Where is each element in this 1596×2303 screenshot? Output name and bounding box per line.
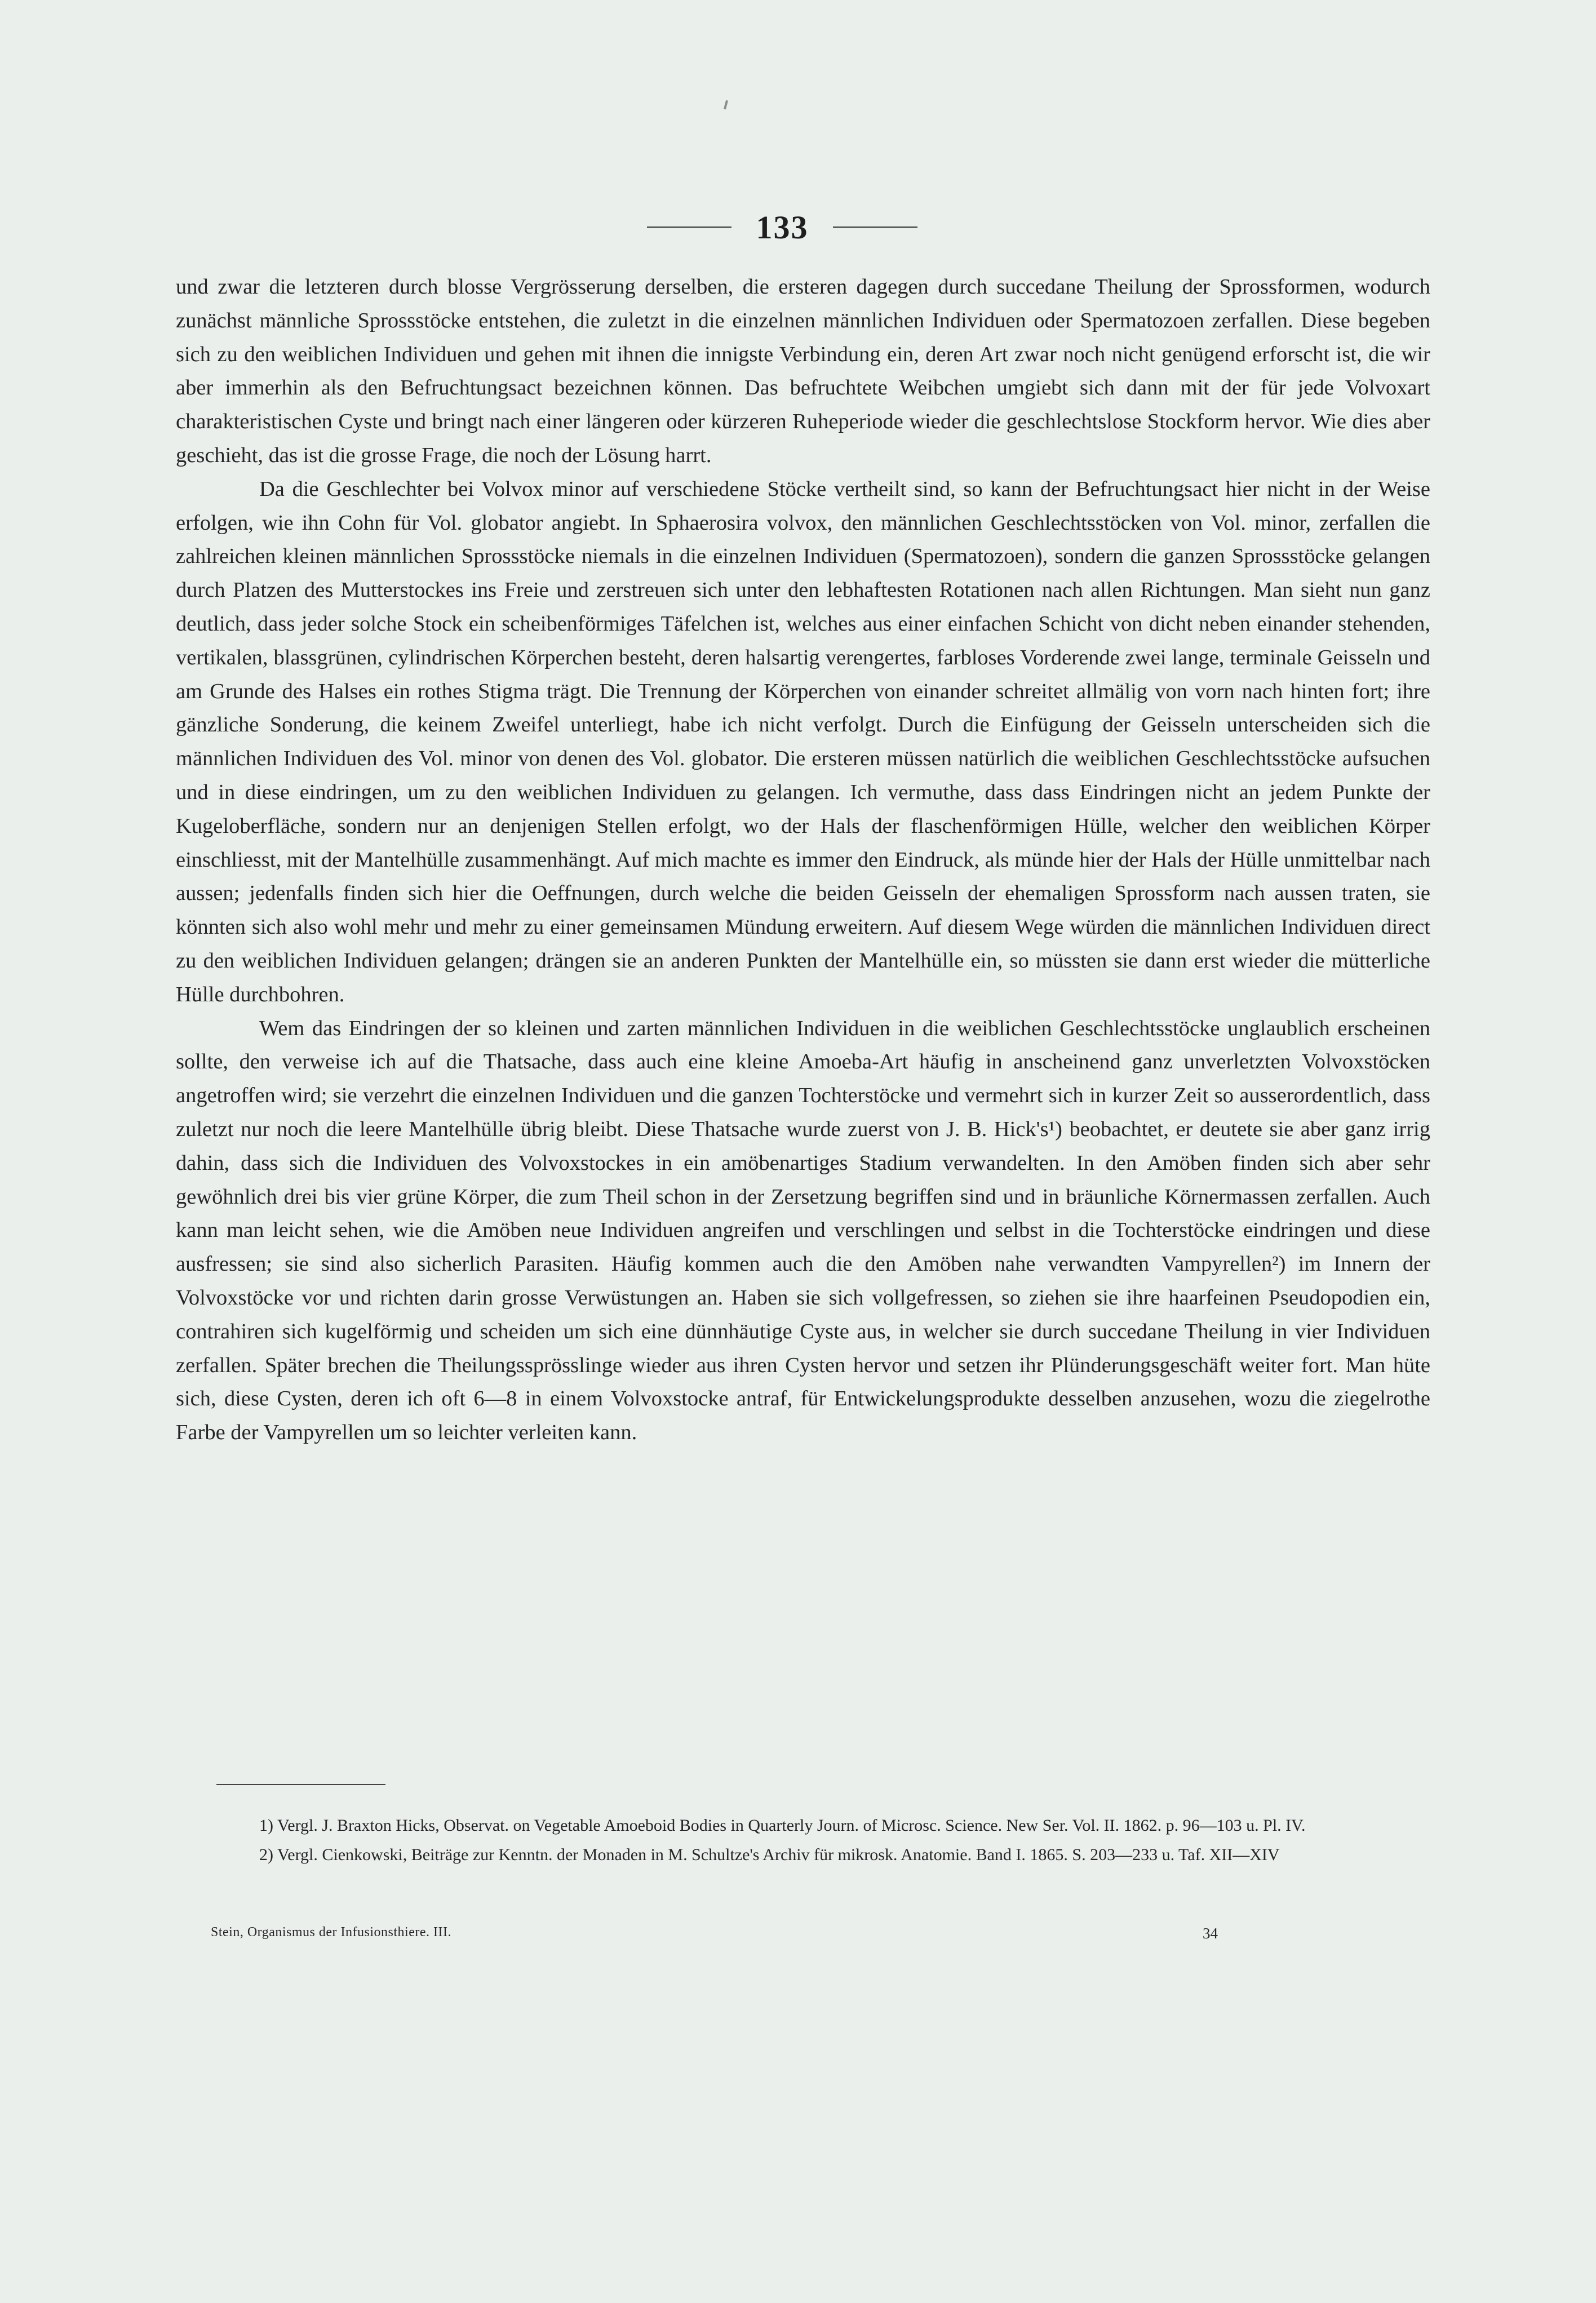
paragraph-3: Wem das Eindringen der so kleinen und zarten männlichen Individuen in die weiblichen Geschlechtsstöcke unglaublich erscheinen sollte, den verweise ich auf die Thatsache, dass auch eine kleine Amoeba-Art häufig in anscheinend ganz unverletzten Volvoxstöcken angetroffen wird; sie verzehrt die einzelnen Individuen und die ganzen Tochterstöcke und vermehrt sich in kurzer Zeit so ausserordentlich, dass zuletzt nur noch die leere Mantelhülle übrig bleibt. Diese Thatsache wurde zuerst von J. B. Hick's¹) beobachtet, er deutete sie aber ganz irrig dahin, dass sich die Individuen des Volvoxstockes in ein amöbenartiges Stadium verwandelten. In den Amöben finden sich aber sehr gewöhnlich drei bis vier grüne Körper, die zum Theil schon in der Zersetzung begriffen sind und in bräunliche Körnermassen zerfallen. Auch kann man leicht sehen, wie die Amöben neue Individuen angreifen und verschlingen und selbst in die Tochterstöcke eindringen und diese ausfressen; sie sind also sicherlich Parasiten. Häufig kommen auch die den Amöben nahe verwandten Vampyrellen²) im Innern der Volvoxstöcke vor und richten darin grosse Verwüstungen an. Haben sie sich vollgefressen, so ziehen sie ihre haarfeinen Pseudopodien ein, contrahiren sich kugelförmig und scheiden um sich eine dünnhäutige Cyste aus, in welcher sie durch succedane Theilung in vier Individuen zerfallen. Später brechen die Theilungssprösslinge wieder aus ihren Cysten hervor und setzen ihr Plünderungsgeschäft weiter fort. Man hüte sich, diese Cysten, deren ich oft 6—8 in einem Volvoxstocke antraf, für Entwickelungsprodukte desselben anzusehen, wozu die ziegelrothe Farbe der Vampyrellen um so leichter verleiten kann.: [176, 1016, 1430, 1445]
paragraph-2: Da die Geschlechter bei Volvox minor auf verschiedene Stöcke vertheilt sind, so kann der Befruchtungsact hier nicht in der Weise erfolgen, wie ihn Cohn für Vol. globator angiebt. In Sphaerosira volvox, den männlichen Geschlechtsstöcken von Vol. minor, zerfallen die zahlreichen kleinen männlichen Sprossstöcke niemals in die einzelnen Individuen (Spermatozoen), sondern die ganzen Sprossstöcke gelangen durch Platzen des Mutterstockes ins Freie und zerstreuen sich unter den lebhaftesten Rotationen nach allen Richtungen. Man sieht nun ganz deutlich, dass jeder solche Stock ein scheibenförmiges Täfelchen ist, welches aus einer einfachen Schicht von dicht neben einander stehenden, vertikalen, blassgrünen, cylindrischen Körperchen besteht, deren halsartig verengertes, farbloses Vorderende zwei lange, terminale Geisseln und am Grunde des Halses ein rothes Stigma trägt. Die Trennung der Körperchen von einander schreitet allmälig von vorn nach hinten fort; ihre gänzliche Sonderung, die keinem Zweifel unterliegt, habe ich nicht verfolgt. Durch die Einfügung der Geisseln unterscheiden sich die männlichen Individuen des Vol. minor von denen des Vol. globator. Die ersteren müssen natürlich die weiblichen Geschlechtsstöcke aufsuchen und in diese eindringen, um zu den weiblichen Individuen zu gelangen. Ich vermuthe, dass dass Eindringen nicht an jedem Punkte der Kugeloberfläche, sondern nur an denjenigen Stellen erfolgt, wo der Hals der flaschenförmigen Hülle, welcher den weiblichen Körper einschliesst, mit der Mantelhülle zusammenhängt. Auf mich machte es immer den Eindruck, als münde hier der Hals der Hülle unmittelbar nach aussen; jedenfalls finden sich hier die Oeffnungen, durch welche die beiden Geisseln der ehemaligen Sprossform nach aussen traten, sie könnten sich also wohl mehr und mehr zu einer gemeinsamen Mündung erweitern. Auf diesem Wege würden die männlichen Individuen direct zu den weiblichen Individuen gelangen; drängen sie an anderen Punkten der Mantelhülle ein, so müssten sie dann erst wieder die mütterliche Hülle durchbohren.: [176, 477, 1430, 1006]
header-rule-left: [647, 227, 732, 228]
stray-ink-mark: [724, 100, 728, 109]
header-rule-right: [833, 227, 917, 228]
page-number: 133: [756, 208, 809, 246]
body-text: [176, 270, 1430, 1450]
footer-book-title: Stein, Organismus der Infusionsthiere. III.: [211, 1925, 451, 1940]
footnote-1: 1) Vergl. J. Braxton Hicks, Observat. on Vegetable Amoeboid Bodies in Quarterly Journ. of Microsc. Science. New Ser. Vol. II. 1862. p. 96—103 u. Pl. IV.: [259, 1816, 1306, 1835]
page-footer: [211, 1925, 1225, 1947]
paragraph-1: und zwar die letzteren durch blosse Vergrösserung derselben, die ersteren dagegen durch succedane Theilung der Sprossformen, wodurch zunächst männliche Sprossstöcke entstehen, die zuletzt in die einzelnen männlichen Individuen oder Spermatozoen zerfallen. Diese begeben sich zu den weiblichen Individuen und gehen mit ihnen die innigste Verbindung ein, deren Art zwar noch nicht genügend erforscht ist, die wir aber immerhin als den Befruchtungsact bezeichnen können. Das befruchtete Weibchen umgiebt sich dann mit der für jede Volvoxart charakteristischen Cyste und bringt nach einer längeren oder kürzeren Ruheperiode wieder die geschlechtslose Stockform hervor. Wie dies aber geschieht, das ist die grosse Frage, die noch der Lösung harrt.: [176, 275, 1430, 467]
footnote-separator: [216, 1784, 385, 1785]
page-header: [647, 207, 917, 247]
footer-signature-number: 34: [1203, 1925, 1218, 1942]
footnotes: [176, 1811, 1430, 1870]
footnote-2: 2) Vergl. Cienkowski, Beiträge zur Kenntn. der Monaden in M. Schultze's Archiv für mikrosk. Anatomie. Band I. 1865. S. 203—233 u. Taf. XII—XIV: [259, 1845, 1280, 1864]
